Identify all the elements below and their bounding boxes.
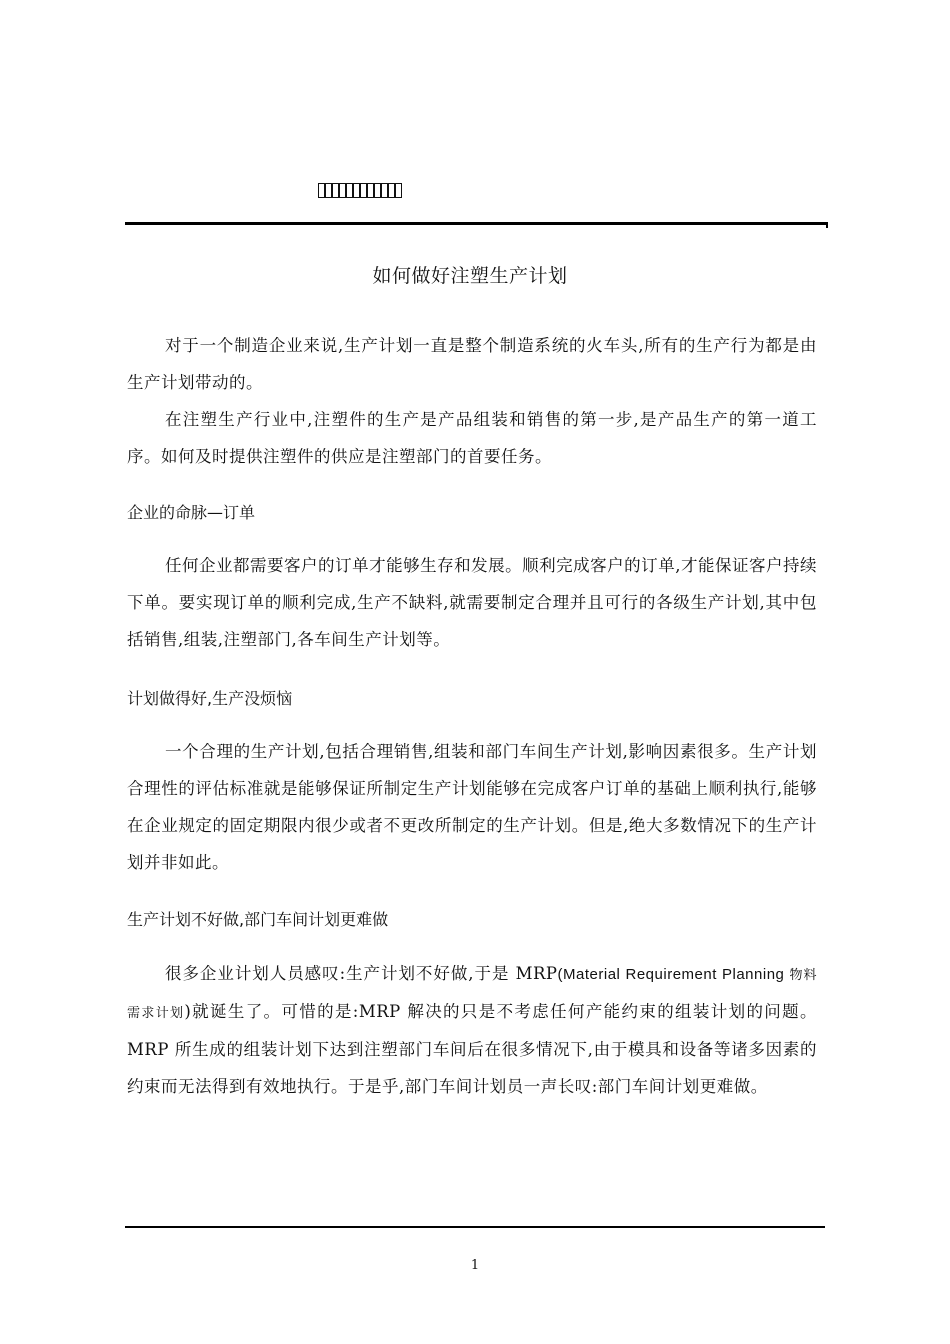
header-glyph-placeholder: [318, 183, 402, 201]
page-title: 如何做好注塑生产计划: [372, 265, 568, 287]
footer-rule: [125, 1226, 825, 1228]
paragraph-3: 任何企业都需要客户的订单才能够生存和发展。顺利完成客户的订单,才能保证客户持续下单。要实现订单的顺利完成,生产不缺料,就需要制定合理并且可行的各级生产计划,其中包括销售,组装,注塑部门,各车间生产计划等。: [127, 556, 817, 649]
section-heading-orders: 企业的命脉—订单: [127, 503, 256, 522]
paragraph-1: 对于一个制造企业来说,生产计划一直是整个制造系统的火车头,所有的生产行为都是由生产计划带动的。: [127, 336, 817, 392]
header-rule-tick: [826, 222, 828, 228]
paragraph-5-part-a: 很多企业计划人员感叹:生产计划不好做,于是 MRP: [165, 964, 558, 983]
section-heading-planning: 计划做得好,生产没烦恼: [127, 689, 293, 708]
paragraph-4: 一个合理的生产计划,包括合理销售,组装和部门车间生产计划,影响因素很多。生产计划合理性的评估标准就是能够保证所制定生产计划能够在完成客户订单的基础上顺利执行,能够在企业规定的固定期限内很少或者不更改所制定的生产计划。但是,绝大多数情况下的生产计划并非如此。: [127, 742, 817, 872]
header-rule: [125, 222, 827, 225]
paragraph-5-part-c: 物料需求计划: [127, 967, 817, 1020]
section-heading-workshop: 生产计划不好做,部门车间计划更难做: [127, 910, 389, 929]
paragraph-2: 在注塑生产行业中,注塑件的生产是产品组装和销售的第一步,是产品生产的第一道工序。如何及时提供注塑件的供应是注塑部门的首要任务。: [127, 410, 817, 466]
page-number: 1: [470, 1258, 480, 1273]
paragraph-5-part-d: )就诞生了。可惜的是:MRP 解决的只是不考虑任何产能约束的组装计划的问题。MRP 所生成的组装计划下达到注塑部门车间后在很多情况下,由于模具和设备等诸多因素的约束而无法得到有效地执行。于是乎,部门车间计划员一声长叹:部门车间计划更难做。: [127, 1002, 817, 1096]
paragraph-5: [127, 955, 817, 1105]
paragraph-5-part-b: (Material Requirement Planning: [557, 966, 790, 983]
